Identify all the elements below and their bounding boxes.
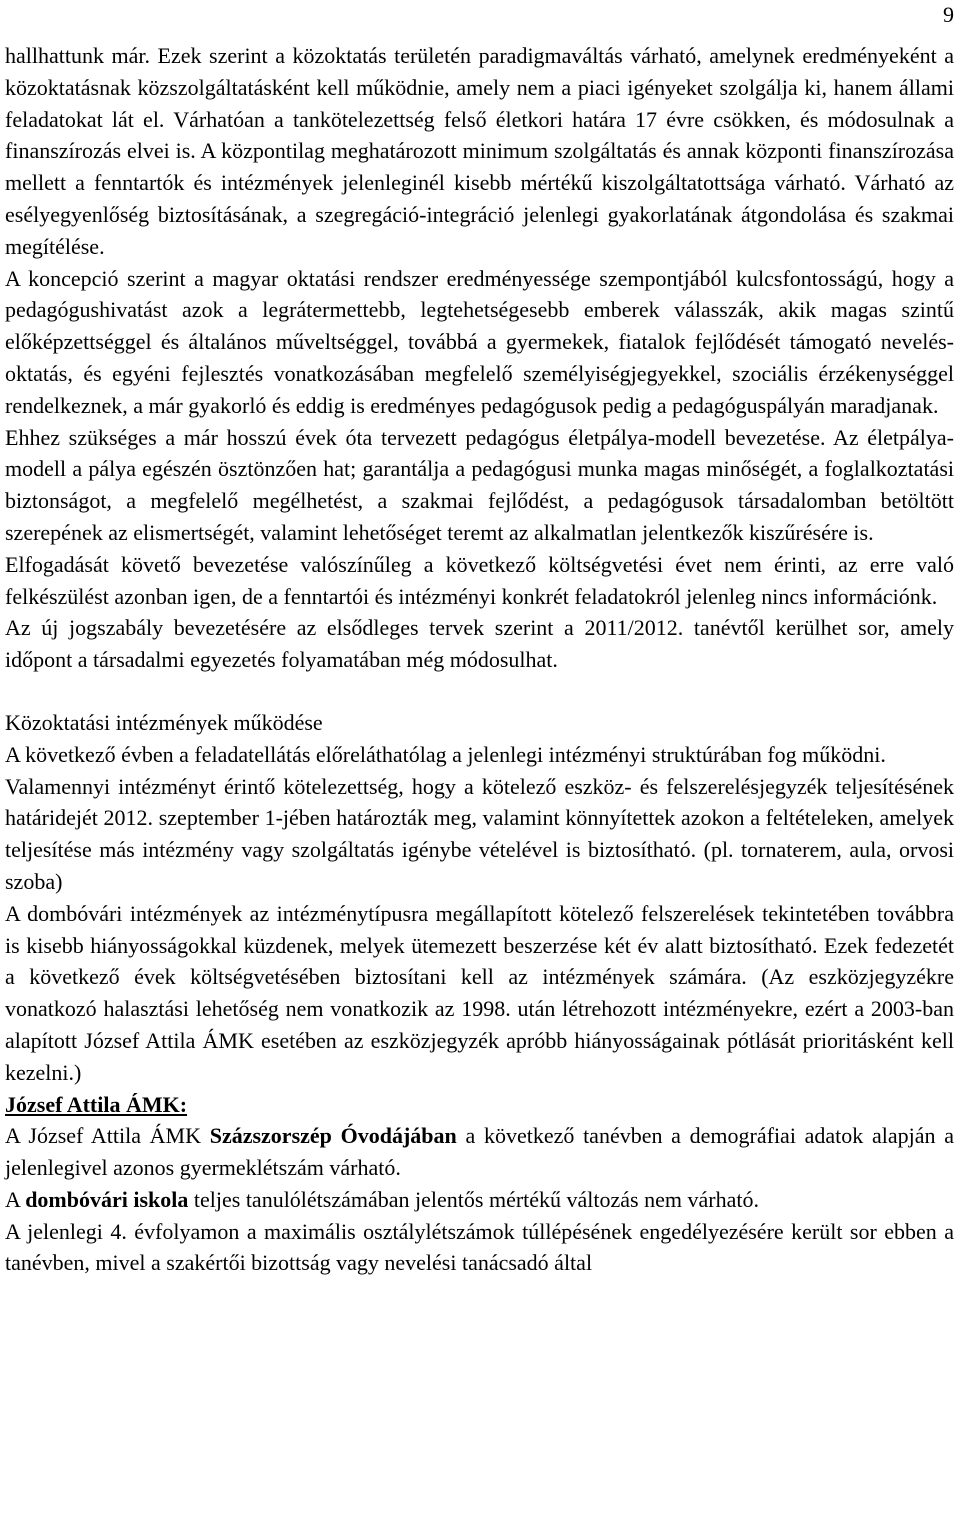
- paragraph: hallhattunk már. Ezek szerint a közoktatás területén paradigmaváltás várható, amelynek eredményeként a közoktatásnak közszolgáltatásként kell működnie, amely nem a piaci igényeket szolgálja ki, hanem állami feladatokat lát el. Várhatóan a tankötelezettség felső életkori határa 17 évre csökken, és módosulnak a finanszírozás elvei is. A központilag meghatározott minimum szolgáltatás és annak központi finanszírozása mellett a fenntartók és intézmények jelenleginél kisebb mértékű kiszolgáltatottsága várható. Várható az esélyegyenlőség biztosításának, a szegregáció-integráció jelenlegi gyakorlatának átgondolása és szakmai megítélése.: [5, 43, 954, 259]
- paragraph: A jelenlegi 4. évfolyamon a maximális osztálylétszámok túllépésének engedélyezésére került sor ebben a tanévben, mivel a szakértői bizottság vagy nevelési tanácsadó által: [5, 1218, 954, 1276]
- paragraph: A koncepció szerint a magyar oktatási rendszer eredményessége szempontjából kulcsfontosságú, hogy a pedagógushivatást azok a legrátermettebb, legtehetségesebb emberek válasszák, akik magas szintű előképzettséggel és általános műveltséggel, továbbá a gyermekek, fiatalok fejlődését támogató nevelés-oktatás, és egyéni fejlesztés vonatkozásában megfelelő személyiségjegyekkel, szociális érzékenységgel rendelkeznek, a már gyakorló és eddig is eredményes pedagógusok pedig a pedagóguspályán maradjanak.: [5, 265, 954, 418]
- paragraph: [5, 1184, 954, 1216]
- paragraph: Valamennyi intézményt érintő kötelezettség, hogy a kötelező eszköz- és felszerelésjegyzék teljesítésének határidejét 2012. szeptember 1-jében határozták meg, valamint könnyítettek azokon a feltételeken, amelyek teljesítése más intézmény vagy szolgáltatás igénybe vételével is biztosítható. (pl. tornaterem, aula, orvosi szoba): [5, 773, 954, 894]
- paragraph: Elfogadását követő bevezetése valószínűleg a következő költségvetési évet nem érinti, az erre való felkészülést azonban igen, de a fenntartói és intézményi konkrét feladatokról jelenleg nincs információnk.: [5, 551, 954, 609]
- text-run: a következő tanévben a demográfiai adatok alapján a jelenlegivel azonos gyermeklétszám várható.: [5, 1123, 954, 1181]
- paragraph: A dombóvári intézmények az intézménytípusra megállapított kötelező felszerelések tekintetében továbbra is kisebb hiányosságokkal küzdenek, melyek ütemezett beszerzése két év alatt biztosítható. Ezek fedezetét a következő évek költségvetésében biztosítani kell az intézmények számára. (Az eszközjegyzékre vonatkozó halasztási lehetőség nem vonatkozik az 1998. után létrehozott intézményekre, ezért a 2003-ban alapított József Attila ÁMK esetében az eszközjegyzék apróbb hiányosságainak pótlását prioritásként kell kezelni.): [5, 900, 954, 1085]
- paragraph: Ehhez szükséges a már hosszú évek óta tervezett pedagógus életpálya-modell bevezetése. Az életpálya-modell a pálya egészén ösztönzően hat; garantálja a pedagógusi munka magas minőségét, a foglalkoztatási biztonságot, a megfelelő megélhetést, a szakmai fejlődést, a pedagógusok társadalomban betöltött szerepének az elismertségét, valamint lehetőséget teremt az alkalmatlan jelentkezők kiszűrésére is.: [5, 424, 954, 545]
- text-run: A József Attila ÁMK: [5, 1123, 210, 1149]
- bold-text-run: Százszorszép Óvodájában: [209, 1123, 457, 1149]
- paragraph: A következő évben a feladatellátás előreláthatólag a jelenlegi intézményi struktúrában fog működni.: [5, 741, 886, 767]
- subsection-heading: József Attila ÁMK:: [5, 1091, 188, 1117]
- paragraph: [5, 1120, 954, 1184]
- section-heading: Közoktatási intézmények működése: [5, 709, 323, 735]
- spacer: [5, 676, 954, 707]
- text-run: teljes tanulólétszámában jelentős mértékű változás nem várható.: [188, 1186, 759, 1212]
- page-number: 9: [943, 2, 954, 27]
- text-run: A: [5, 1186, 26, 1212]
- document-body: [5, 40, 954, 1279]
- bold-text-run: dombóvári iskola: [25, 1186, 189, 1212]
- paragraph: Az új jogszabály bevezetésére az elsődleges tervek szerint a 2011/2012. tanévtől kerülhet sor, amely időpont a társadalmi egyezetés folyamatában még módosulhat.: [5, 615, 954, 673]
